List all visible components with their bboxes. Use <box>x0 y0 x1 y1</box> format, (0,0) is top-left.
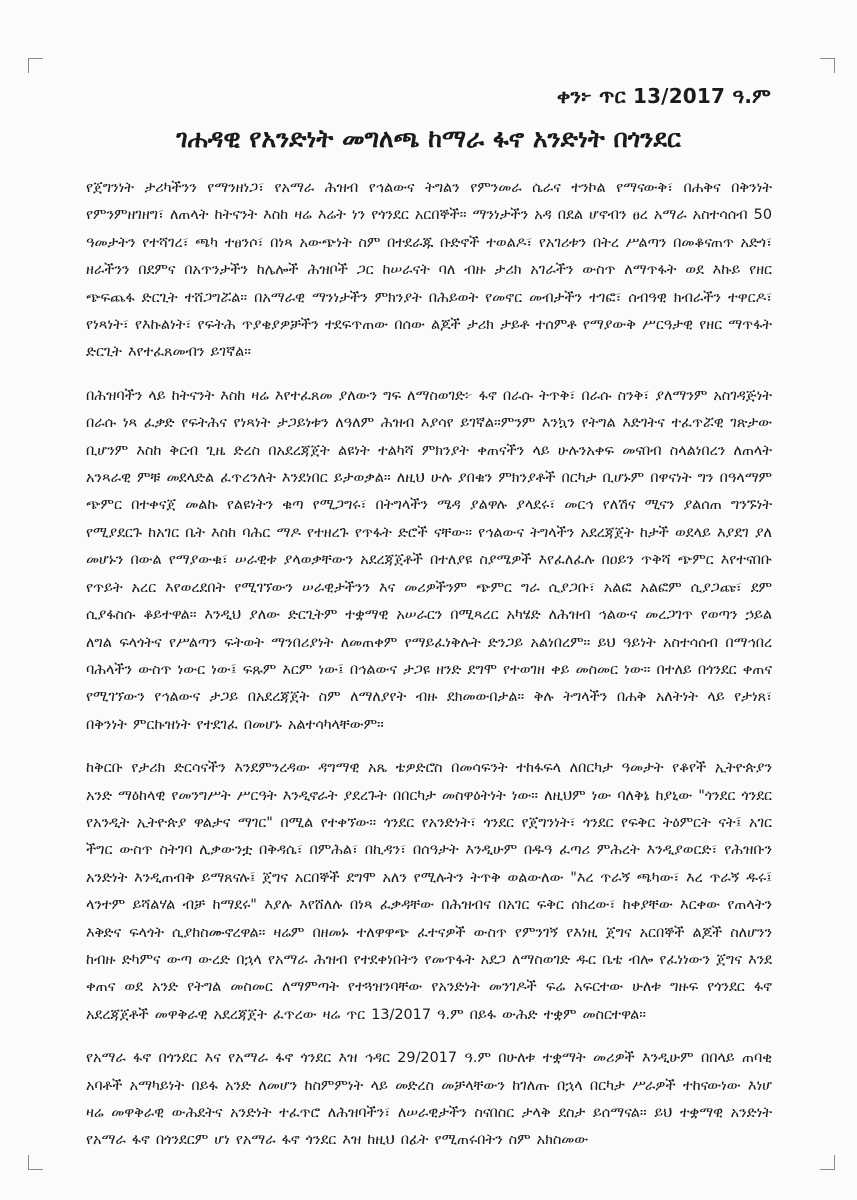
paragraph-1: የጀግንነት ታሪካችንን የማንዘነጋ፣ የአማራ ሕዝብ የኅልውና ትግልን የምንመራ ሴራና ተንኮል የማናውቅ፣ በሐቅና በቅንነት የምንምዘገዘግ፣ ለጠላት ከትናንት እስከ ዛሬ እሬት ነን የጎንደር አርበኞች። ማንነታችን አዳ በደል ሆኖብን ፀረ አማራ አስተሳሰብ 50 ዓመታትን የተሻገረ፣ ጫካ ተፀንሶ፣ በነጻ አውጭነት ስም በተደራጁ ቡድኖች ተወልዶ፣ የአገሪቱን በትረ ሥልጣን በመቆናጠጥ አድጎ፣ ዘራችንን በደምና በአጥንታችን ከሌሎች ሕዝቦች ጋር ከሠራናት ባለ ብዙ ታሪክ አገራችን ውስጥ ለማጥፋት ወደ እኩይ የዘር ጭፍጨፋ ድርጊት ተሸጋግሯል። በአማራዊ ማንነታችን ምክንያት በሕይወት የመኖር መብታችን ተገፎ፣ ሰብዓዊ ክብራችን ተዋርዶ፣ የነጻነት፣ የእኩልነት፣ የፍትሕ ጥያቄያዎቻችን ተደፍጥጠው በሰው ልጆች ታሪክ ታይቶ ተሰምቶ የማያውቅ ሥርዓታዊ የዘር ማጥፋት ድርጊት እየተፈጸመብን ይገኛል። <box>86 180 772 361</box>
crop-mark-bottom-left <box>28 1155 43 1170</box>
crop-mark-top-right <box>820 58 835 73</box>
document-date: ቀን፦ ጥር 13/2017 ዓ.ም <box>556 84 771 108</box>
document-body <box>86 175 772 1155</box>
crop-mark-top-left <box>28 58 43 73</box>
paragraph-3: ከቅርቡ የታሪክ ድርሳናችን እንደምንረዳው ዳግማዊ አጼ ቴዎድሮስ በመሳፍንት ተከፋፍላ ለበርካታ ዓመታት የቆየች ኢትዮጵያን አንድ ማዕከላዊ የመንግሥት ሥርዓት እንዲኖራት ያደረጉት በበርካታ መስዋዕትነት ነው። ለዚህም ነው ባለቅኔ ከያኒው "ጎንደር ጎንደር የአንዲት ኢትዮጵያ ዋልታና ማገር" በሚል የተቀኘው። ጎንደር የአንድነት፣ ጎንደር የጀግንነት፣ ጎንደር የፍቅር ትዕምርት ናት፤ አገር ችግር ውስጥ ስትገባ ሊቃውንቷ በቅዳሴ፣ በምሕል፣ በኪዳን፣ በሰዓታት እንዲሁም በዱዓ ፈጣሪ ምሕረት እንዲያወርድ፣ የሕዝቡን አንድነት እንዲጠብቅ ይማጸናሉ፤ ጀግና አርበኞች ደግሞ አለን የሚሉትን ትጥቅ ወልውለው "እረ ጥራኝ ጫካው፣ እረ ጥራኝ ዱሩ፤ ላንተም ይሻልሃል ብቻ ከማደሩ" እያሉ እየሸለሉ በነጻ ፈቃዳቸው በሕዝብና በአገር ፍቅር ሰክረው፣ ከቀያቸው እርቀው የጠላትን እቅድና ፍላጎት ሲያከስሙኖረዋል። ዛሬም በዘመኑ ተለዋዋጭ ፈተናዎች ውስጥ የምንገኝ የእነዚ ጀግና አርበኞች ልጆች ስለሆንን ከብዙ ድካምና ውጣ ውረድ በኋላ የአማራ ሕዝብ የተደቀነበትን የመጥፋት አደጋ ለማስወገድ ዱር ቤቴ ብሎ የፈነነውን ጀግና እንደ ቀጠና ወደ አንድ የትግል መስመር ለማምጣት የተጓዝንባቸው የአንድነት መንገዶች ፍሬ አፍርተው ሁለቱ ግዙፍ የጎንደር ፋኖ አደረጃጀቶች መዋቅራዊ አደረጃጀት ፈጥረው ዛሬ ጥር 13/2017 ዓ.ም በይፋ ውሕድ ተቋም መስርተዋል። <box>86 760 772 1023</box>
paragraph-4: የአማራ ፋኖ በጎንደር እና የአማራ ፋኖ ጎንደር እዝ ኅዳር 29/2017 ዓ.ም በሁለቱ ተቋማት መሪዎች እንዲሁም በበላይ ጠባቂ አባቶች አማካይነት በይፋ አንድ ለመሆን ከስምምነት ላይ መድረስ መቻላቸውን ከገለጡ በኋላ በርካታ ሥራዎች ተከናውነው እነሆ ዛሬ መዋቅራዊ ውሕደትና አንድነት ተፈጥሮ ለሕዝባችን፣ ለሠራዊታችን ስናበስር ታላቅ ደስታ ይሰማናል። ይህ ተቋማዊ አንድነት የአማራ ፋኖ በጎንደርም ሆነ የአማራ ፋኖ ጎንደር እዝ ከዚህ በፊት የሚጠሩበትን ስም አክስመው <box>86 1050 772 1149</box>
paragraph-2: በሕዝባችን ላይ ከትናንት እስከ ዛሬ እየተፈጸመ ያለውን ግፍ ለማስወገድ፦ ፋኖ በራሱ ትጥቅ፣ በራሱ ስንቅ፣ ያለማንም አስገዳጅነት በራሱ ነጻ ፈቃድ የፍትሕና የነጻነት ታጋይነቱን ለዓለም ሕዝብ እያሳየ ይገኛል።ምንም እንኳን የትግል እድገትና ተፈጥሯዊ ገጽታው ቢሆንም እስከ ቅርብ ጊዜ ድረስ በአደረጃጀት ልዩነት ተልካሻ ምክንያት ቀጠናችን ላይ ሁሉንአቀፍ መናበብ ስላልነበረን ለጠላት አንጻራዊ ምቹ መደላድል ፈጥረንለት እንደነበር ይታወቃል። ለዚህ ሁሉ ያበቁን ምክንያቶች በርካታ ቢሆኑም በዋናነት ግን በዓላማም ጭምር በተቀናጀ መልኩ የልዩነትን ቁጣ የሚጋግሩ፣ በትግላችን ሜዳ ያልዋሉ ያላደሩ፣ መርኅ የለሽና ሚናን ያልሰጠ ግንኙነት የሚያደርጉ ከአገር ቤት እስከ ባሕር ማዶ የተዘረጉ የጥፋት ድሮች ናቸው። የኅልውና ትግላችን አደረጃጀት ከታች ወደላይ እያደገ ያለ መሆኑን በውል የማያውቁ፣ ሠራዊቱ ያላወቃቸውን አደረጃጀቶች በተለያዩ ስያሜዎች እየፈለፈሉ በዐይን ጥቅሻ ጭምር እየተናበቡ የጥይት አረር እየወረደበት የሚገኘውን ሠራዊታችንን እና መሪዎችንም ጭምር ግራ ሲያጋቡ፣ አልፎ አልፎም ሲያጋጩ፣ ደም ሲያፋስሱ ቆይተዋል። እንዲህ ያለው ድርጊትም ተቋማዊ አሠራርን በሚጻረር አካሄድ ለሕዝብ ኅልውና መረጋገጥ የወጣን ኃይል ለግል ፍላጎትና የሥልጣን ፍትወት ማንበሪያነት ለመጠቀም የማይፈነቅሉት ድንጋይ አልነበረም። ይህ ዓይነት አስተሳሰብ በማኅበረ ባሕላችን ውስጥ ነውር ነው፤ ፍጹም እርም ነው፤ በኅልውና ታጋዩ ዘንድ ደግሞ የተወገዘ ቀይ መስመር ነው። በተለይ በጎንደር ቀጠና የሚገኘውን የኅልውና ታጋይ በአደረጃጀት ስም ለማለያየት ብዙ ደክመውበታል። ቅሉ ትግላችን በሐቅ አለትነት ላይ የታነጸ፣ በቅንነት ምርኩዝነት የተደገፈ በመሆኑ አልተሳካላቸውም። <box>86 387 772 733</box>
document-title: ገሐዳዊ የአንድነት መግለጫ ከማራ ፋኖ አንድነት በጎንደር <box>176 124 681 153</box>
crop-mark-bottom-right <box>820 1155 835 1170</box>
